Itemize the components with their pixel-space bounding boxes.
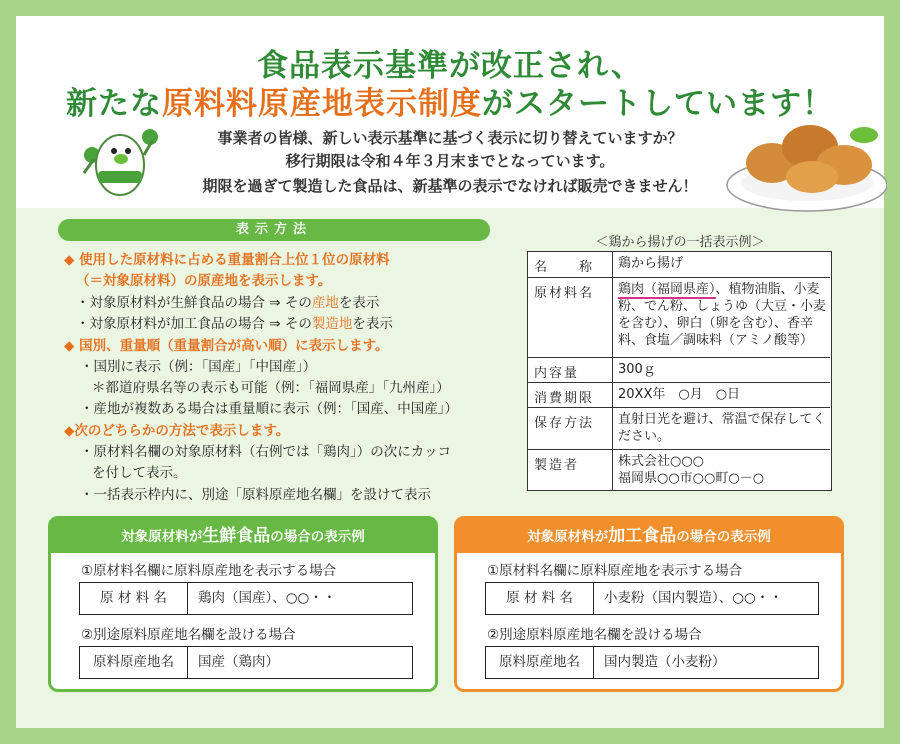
form-value: 鶏肉（国産）、○○・・ xyxy=(198,590,337,606)
bullet1-sub2 xyxy=(76,312,393,332)
bullet2-line1: ◆ 国別、重量順（重量割合が高い順）に表示します。 xyxy=(64,338,389,354)
head-post: の場合の表示例 xyxy=(270,529,365,545)
row-key: 内容量 xyxy=(528,358,613,382)
maker-address: 福岡県○○市○○町○－○ xyxy=(618,471,765,486)
bullet3-sub2: ・一括表示枠内に、別途「原料原産地名欄」を設けて表示 xyxy=(80,487,431,503)
fresh-food-example-box xyxy=(48,516,438,692)
example-label-table xyxy=(527,251,832,491)
sub2-em: 製造地 xyxy=(311,316,353,332)
bullet3-line1: ◆次のどちらかの方法で表示します。 xyxy=(64,423,290,439)
form-key: 原料原産地名 xyxy=(486,647,594,678)
intro-line-3: 期限を過ぎて製造した食品は、新基準の表示でなければ販売できません！ xyxy=(202,177,698,195)
mascot-illustration xyxy=(72,115,167,210)
form-key: 原 材 料 名 xyxy=(486,583,594,614)
head-big: 加工食品 xyxy=(608,526,677,546)
row-key: 製造者 xyxy=(528,450,613,490)
row-value: 直射日光を避け、常温で保存してください。 xyxy=(618,412,826,444)
processed-case2: ②別途原料原産地名欄を設ける場合 xyxy=(487,627,702,643)
fresh-case1-form xyxy=(79,582,413,615)
intro-line-1: 事業者の皆様、新しい表示基準に基づく表示に切り替えていますか？ xyxy=(217,129,683,147)
karaage-illustration xyxy=(722,105,887,215)
bullet3-sub1a: ・原材料名欄の対象原材料（右例では「鶏肉」）の次にカッコ xyxy=(80,444,452,460)
fresh-box-heading xyxy=(51,519,435,553)
row-value-rest: 、植物油脂、小麦粉、でん粉、しょうゆ（大豆・小麦を含む）、卵白（卵を含む）、香辛料、食塩／調味料（アミノ酸等） xyxy=(618,282,827,348)
processed-case1: ①原材料名欄に原料原産地を表示する場合 xyxy=(487,563,743,579)
form-key: 原 材 料 名 xyxy=(80,583,188,614)
processed-food-example-box xyxy=(454,516,844,692)
sub2-post: を表示 xyxy=(352,316,393,332)
row-value xyxy=(618,281,830,349)
head-post: の場合の表示例 xyxy=(676,529,771,545)
bullet1-line2: （＝対象原材料）の原産地を表示します。 xyxy=(76,273,332,289)
howto-heading: 表示方法 xyxy=(58,219,490,241)
row-value: 300ｇ xyxy=(618,362,656,377)
fresh-case2: ②別途原料原産地名欄を設ける場合 xyxy=(81,627,296,643)
title-suffix: がスタートしています！ xyxy=(482,86,834,122)
row-value: 20XX年 ○月 ○日 xyxy=(618,387,741,402)
example-title: ＜鶏から揚げの一括表示例＞ xyxy=(595,235,765,250)
intro-line-2: 移行期限は令和４年３月末までとなっています。 xyxy=(285,152,615,170)
title-emphasis: 原料料原産地表示制度 xyxy=(162,86,482,122)
bullet2-sub1: ・国別に表示（例：「国産」「中国産」） xyxy=(80,359,317,375)
table-row xyxy=(528,278,830,358)
sub2-pre: ・対象原材料が加工食品の場合 ⇒ その xyxy=(76,316,312,332)
title-line-1: 食品表示基準が改正され、 xyxy=(257,48,643,84)
sub1-em: 産地 xyxy=(311,295,339,311)
fresh-case2-form xyxy=(79,646,413,679)
table-row xyxy=(528,408,830,450)
row-key: 保存方法 xyxy=(528,408,613,449)
bullet2-sub2: ＊都道府県名等の表示も可能（例：「福岡県産」「九州産」） xyxy=(92,380,450,396)
fresh-case1: ①原材料名欄に原料原産地を表示する場合 xyxy=(81,563,337,579)
form-value: 国内製造（小麦粉） xyxy=(604,654,726,670)
bullet2-sub3: ・産地が複数ある場合は重量順に表示（例：「国産、中国産」） xyxy=(80,401,458,417)
title-prefix: 新たな xyxy=(66,86,162,122)
row-key: 名 称 xyxy=(528,252,613,277)
form-value: 小麦粉（国内製造）、○○・・ xyxy=(604,590,783,606)
bullet3-sub1b: を付して表示。 xyxy=(92,465,187,481)
processed-case1-form xyxy=(485,582,819,615)
maker-name: 株式会社○○○ xyxy=(618,454,705,469)
sub1-pre: ・対象原材料が生鮮食品の場合 ⇒ その xyxy=(76,295,312,311)
bullet1-sub1 xyxy=(76,291,379,311)
table-row xyxy=(528,358,830,383)
bullet1-line1: ◆ 使用した原材料に占める重量割合上位１位の原材料 xyxy=(64,252,390,268)
row-value xyxy=(618,453,830,487)
table-row xyxy=(528,252,830,278)
processed-box-heading xyxy=(457,519,841,553)
row-value: 鶏から揚げ xyxy=(618,256,684,271)
row-key: 原材料名 xyxy=(528,278,613,357)
row-key: 消費期限 xyxy=(528,383,613,407)
processed-case2-form xyxy=(485,646,819,679)
head-big: 生鮮食品 xyxy=(202,526,271,546)
head-pre: 対象原材料が xyxy=(527,529,609,545)
head-pre: 対象原材料が xyxy=(121,529,203,545)
table-row xyxy=(528,450,830,490)
table-row xyxy=(528,383,830,408)
form-key: 原料原産地名 xyxy=(80,647,188,678)
sub1-post: を表示 xyxy=(338,295,380,311)
highlight-origin: 鶏肉（福岡県産） xyxy=(618,282,716,297)
form-value: 国産（鶏肉） xyxy=(198,654,279,670)
